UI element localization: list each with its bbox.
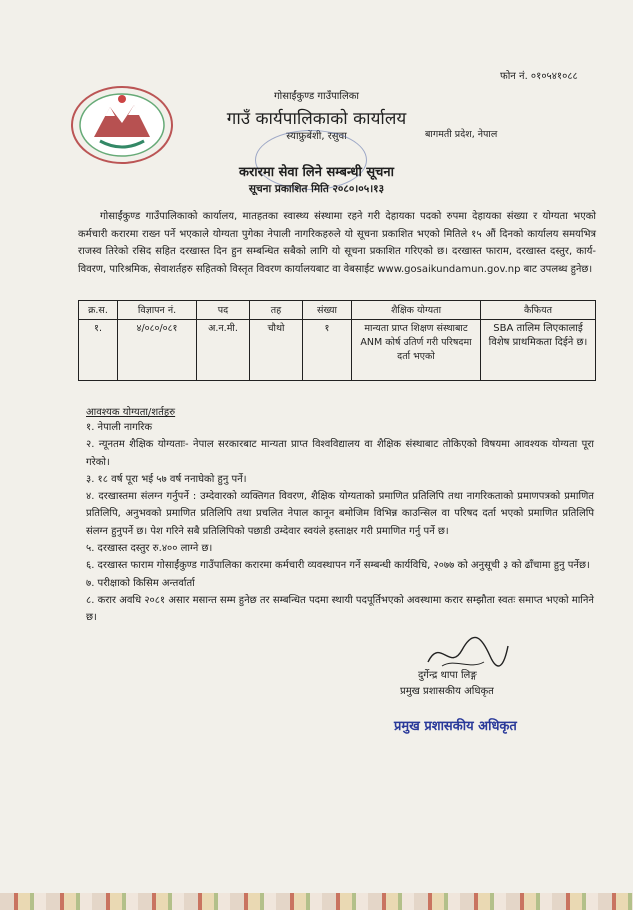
requirement-item: ३. १८ वर्ष पूरा भई ५७ वर्ष ननाघेको हुनु पर्ने। — [86, 473, 247, 485]
col-qualification: शैक्षिक योग्यता — [352, 301, 481, 320]
decorative-border — [0, 893, 633, 910]
notice-title: करारमा सेवा लिने सम्बन्धी सूचना — [238, 165, 395, 180]
cell-count: १ — [303, 320, 352, 381]
cell-remarks: SBA तालिम लिएकालाई विशेष प्राथमिकता दिईने छ। — [481, 320, 596, 381]
office-name: गाउँ कार्यपालिकाको कार्यालय — [226, 109, 407, 129]
publication-date: सूचना प्रकाशित मिति २०८०।०५।१३ — [248, 183, 385, 195]
requirements-list — [86, 419, 594, 627]
phone-number: फोन नं. ०१०५४१०८८ — [500, 71, 578, 82]
cell-serial: १. — [79, 320, 118, 381]
signatory-name: दुर्गेन्द्र थापा लिङ्ग — [418, 670, 477, 681]
requirement-item: ५. दरखास्त दस्तुर रु.४०० लाग्ने छ। — [86, 543, 213, 555]
cell-level: चौथो — [250, 320, 303, 381]
table-row — [79, 320, 596, 381]
col-advert-no: विज्ञापन नं. — [118, 301, 197, 320]
col-count: संख्या — [303, 301, 352, 320]
cell-advert-no: ४/०८०/०८१ — [118, 320, 197, 381]
signatory-title: प्रमुख प्रशासकीय अधिकृत — [400, 686, 494, 697]
cell-post: अ.न.मी. — [197, 320, 250, 381]
office-location: स्याफ्रुबेंशी, रसुवा — [286, 131, 347, 142]
cell-qualification: मान्यता प्राप्त शिक्षण संस्थाबाट ANM कोर्ष उतिर्ण गरी परिषदमा दर्ता भएको — [352, 320, 481, 381]
designation-stamp: प्रमुख प्रशासकीय अधिकृत — [394, 719, 517, 734]
requirement-item: १. नेपाली नागरिक — [86, 422, 153, 433]
col-remarks: कैफियत — [481, 301, 596, 320]
requirements-heading: आवश्यक योग्यता/शर्तहरु — [86, 407, 176, 418]
col-serial: क्र.स. — [79, 301, 118, 320]
municipality-name: गोसाईंकुण्ड गाउँपालिका — [273, 91, 360, 102]
col-post: पद — [197, 301, 250, 320]
province-label: बागमती प्रदेश, नेपाल — [425, 129, 498, 140]
requirement-item: ७. परीक्षाको किसिम अन्तर्वार्ता — [86, 577, 195, 589]
notice-body — [78, 208, 596, 278]
requirement-item: २. न्यूनतम शैक्षिक योग्यताः- नेपाल सरकारबाट मान्यता प्राप्त विश्वविद्यालय वा शैक्षिक संस्थाबाट तोकिएको विषयमा आवश्यक योग्यता पूरा गरेको। — [86, 439, 594, 468]
requirement-item: ४. दरखास्तमा संलग्न गर्नुपर्ने : उम्देवारको व्यक्तिगत विवरण, शैक्षिक योग्यताको प्रमाणित प्रतिलिपि तथा नागरिकताको प्रमाणपत्रको प्रमाणित प्रतिलिपि, अनुभवको प्रमाणित प्रतिलिपि तथा प्रचलित नेपाल कानून बमोजिम विभिन्न काउन्सिल वा परिषद दर्ता भएको प्रमाणित प्रतिलिपि संलग्न हुनुपर्ने छ। पेश गरिने सबै प्रतिलिपिको पछाडी उम्देवार स्वयंले हस्ताक्षर गरी प्रमाणित गर्नु पर्ने छ। — [86, 491, 594, 537]
office-stamp — [255, 130, 367, 190]
col-level: तह — [250, 301, 303, 320]
vacancy-table — [78, 300, 596, 381]
requirement-item: ६. दरखास्त फाराम गोसाईंकुण्ड गाउँपालिका करारमा कर्मचारी व्यवस्थापन गर्ने सम्बन्धी कार्यविधि, २०७७ को अनुसूची ३ को ढाँचामा हुनु पर्नेछ। — [86, 560, 590, 572]
table-header-row — [79, 301, 596, 320]
requirement-item: ८. करार अवधि २०८१ असार मसान्त सम्म हुनेछ तर सम्बन्धित पदमा स्थायी पदपूर्तिभएको अवस्थामा करार सम्झौता स्वतः समाप्त भएको मानिने छ। — [86, 594, 594, 624]
notice-body-text: गोसाईंकुण्ड गाउँपालिकाको कार्यालय, मातहतका स्वास्थ्य संस्थामा रहने गरी देहायका पदको रुपमा देहायका संख्या र योग्यता भएको कर्मचारी करारमा राख्न पर्ने भएकाले योग्यता पुगेका नेपाली नागरिकहरुले यो सूचना प्रकाशित भएको मितिले १५ औं दिनको कार्यालय समयभित्र राजस्व तिरेको रसिद सहित दरखास्त दिन हुन सम्बन्धित सबैको लागि यो सूचना प्रकाशित गरिएको छ। दरखास्त फाराम, दरखास्त दस्तुर, कार्य-विवरण, पारिश्रमिक, सेवाशर्तहरु सहितको विस्तृत विवरण कार्यालयबाट वा वेबसाईट www.gosaikundamun.gov.np बाट उपलब्ध हुनेछ। — [78, 211, 596, 275]
